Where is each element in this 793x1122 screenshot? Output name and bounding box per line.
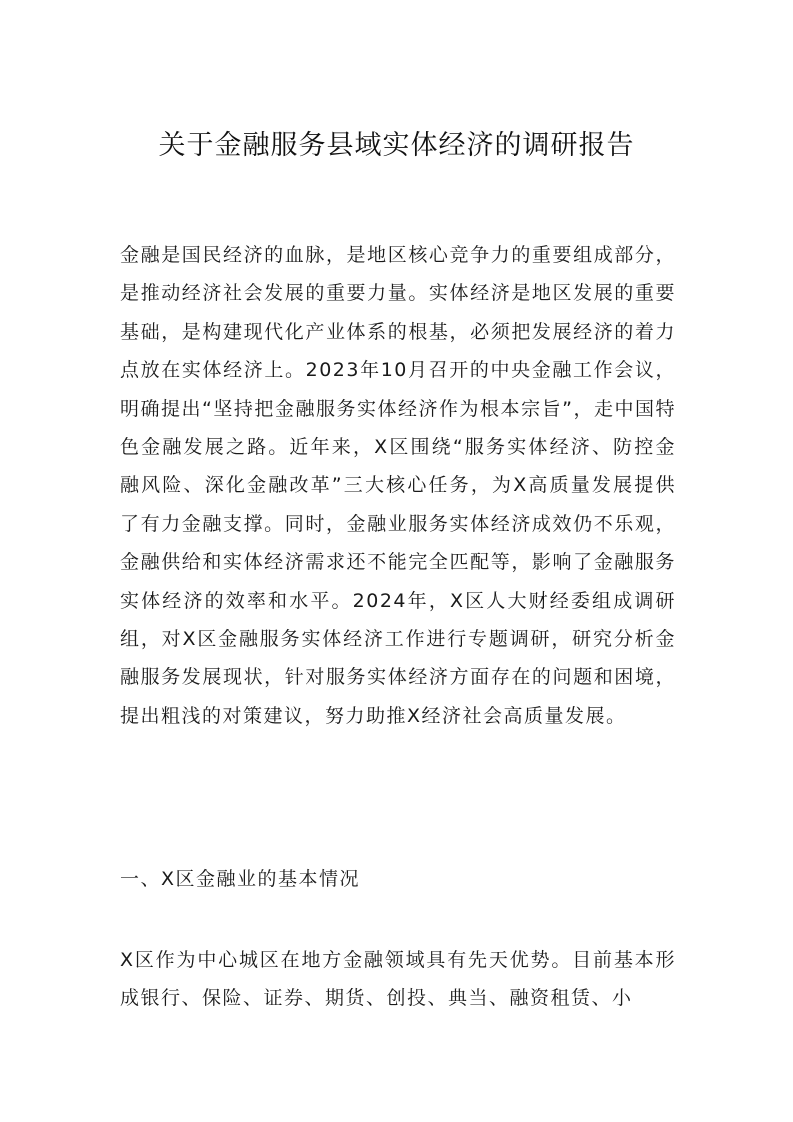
document-title: 关于金融服务县域实体经济的调研报告 <box>158 130 635 161</box>
section-paragraph: X区作为中心城区在地方金融领域具有先天优势。目前基本形成银行、保险、证券、期货、创投、典当、融资租赁、小 <box>120 949 676 1010</box>
intro-paragraph: 金融是国民经济的血脉，是地区核心竞争力的重要组成部分，是推动经济社会发展的重要力量。实体经济是地区发展的重要基础，是构建现代化产业体系的根基，必须把发展经济的着力点放在实体经济上。2023年10月召开的中央金融工作会议，明确提出“坚持把金融服务实体经济作为根本宗旨”，走中国特色金融发展之路。近年来，X区围绕“服务实体经济、防控金融风险、深化金融改革”三大核心任务，为X高质量发展提供了有力金融支撑。同时，金融业服务实体经济成效仍不乐观，金融供给和实体经济需求还不能完全匹配等，影响了金融服务实体经济的效率和水平。2024年，X区人大财经委组成调研组，对X区金融服务实体经济工作进行专题调研，研究分析金融服务发展现状，针对服务实体经济方面存在的问题和困境，提出粗浅的对策建议，努力助推X经济社会高质量发展。 <box>120 244 676 727</box>
section-heading: 一、X区金融业的基本情况 <box>120 868 361 890</box>
